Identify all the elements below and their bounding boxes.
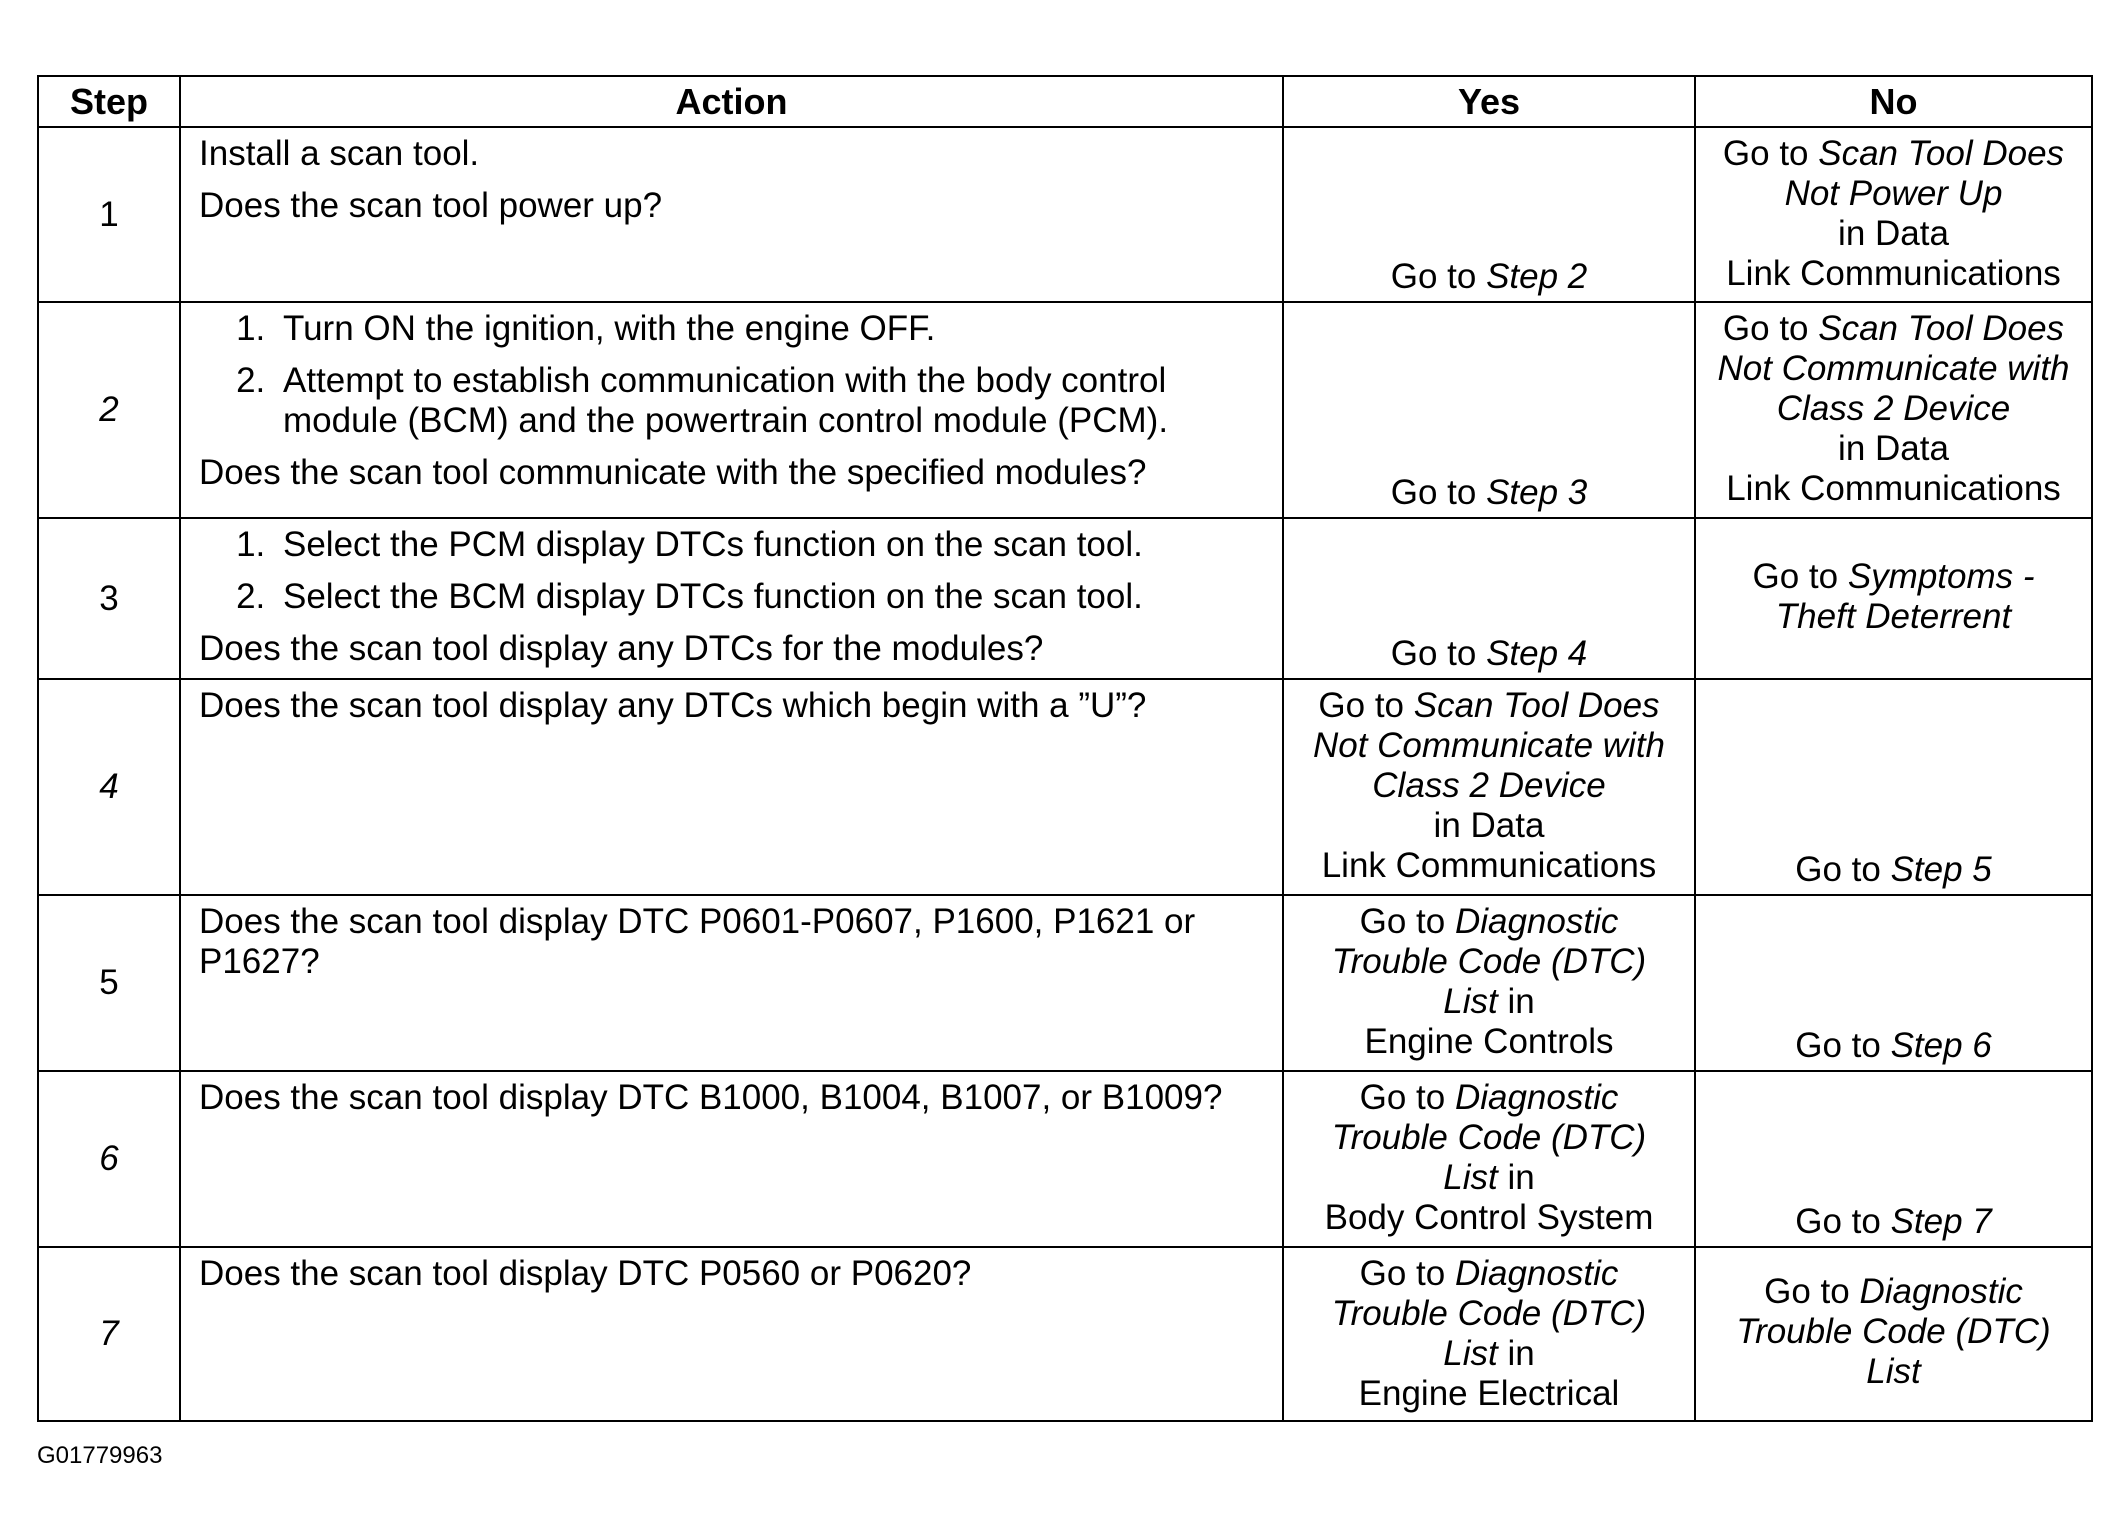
cell-line	[1696, 850, 2091, 890]
step-number: 4	[38, 679, 180, 895]
cell-line	[1696, 349, 2091, 389]
reference-link-text: Step 7	[1890, 1202, 1992, 1241]
action-question: Does the scan tool display any DTCs for the modules?	[199, 629, 1044, 668]
no-cell	[1695, 302, 2092, 518]
cell-text: Go to	[1795, 1202, 1891, 1241]
action-cell	[180, 1247, 1283, 1421]
diagnostic-table	[37, 75, 2093, 1422]
header-step: Step	[38, 76, 180, 127]
cell-text: Engine Controls	[1364, 1022, 1614, 1061]
action-step-item: 1. Turn ON the ignition, with the engine OFF.	[275, 309, 1268, 349]
cell-text: Go to	[1722, 134, 1819, 173]
header-no: No	[1695, 76, 2092, 127]
no-cell	[1695, 895, 2092, 1071]
cell-line	[1284, 257, 1694, 297]
no-cell	[1695, 1071, 2092, 1247]
reference-link-text: List	[1443, 982, 1498, 1021]
table-row	[38, 127, 2092, 302]
cell-line	[1696, 1352, 2091, 1392]
cell-line	[1696, 557, 2091, 597]
cell-line	[1284, 1078, 1694, 1118]
reference-link-text: Not Power Up	[1784, 174, 2003, 213]
cell-line	[1696, 1026, 2091, 1066]
cell-text: Go to	[1359, 902, 1455, 941]
action-question: Does the scan tool display DTC P0560 or P0620?	[199, 1254, 972, 1293]
action-cell	[180, 679, 1283, 895]
action-step-item: 2. Attempt to establish communication with the body control module (BCM) and the powertrain control module (PCM).	[275, 361, 1268, 441]
action-text: Install a scan tool.	[199, 134, 480, 173]
cell-line	[1284, 686, 1694, 726]
cell-text: Go to	[1764, 1272, 1860, 1311]
cell-line	[1696, 429, 2091, 469]
reference-link-text: Not Communicate with	[1717, 349, 2070, 388]
cell-text: in Data	[1433, 806, 1545, 845]
cell-line	[1284, 1198, 1694, 1238]
yes-cell	[1283, 302, 1695, 518]
action-steps-list	[199, 525, 1268, 617]
reference-link-text: Scan Tool Does	[1818, 134, 2065, 173]
cell-line	[1696, 214, 2091, 254]
reference-link-text: List	[1866, 1352, 1921, 1391]
cell-text: Go to	[1390, 257, 1487, 296]
action-cell	[180, 127, 1283, 302]
yes-cell	[1283, 127, 1695, 302]
cell-text: Go to	[1359, 1078, 1455, 1117]
cell-line	[1284, 846, 1694, 886]
yes-cell	[1283, 895, 1695, 1071]
reference-link-text: Not Communicate with	[1312, 726, 1666, 765]
cell-text: Go to	[1795, 850, 1891, 889]
cell-text: Link Communications	[1726, 469, 2061, 508]
action-question: Does the scan tool display DTC B1000, B1004, B1007, or B1009?	[199, 1078, 1223, 1117]
cell-line	[1284, 726, 1694, 766]
reference-link-text: Diagnostic	[1454, 902, 1619, 941]
cell-line	[1696, 134, 2091, 174]
cell-text: in	[1497, 1334, 1535, 1373]
cell-text: Link Communications	[1321, 846, 1657, 885]
cell-text: in	[1497, 1158, 1535, 1197]
cell-text: in Data	[1838, 214, 1949, 253]
action-question: Does the scan tool display DTC P0601-P0607, P1600, P1621 or P1627?	[199, 902, 1196, 981]
no-cell	[1695, 518, 2092, 679]
cell-line	[1284, 1334, 1694, 1374]
reference-link-text: List	[1443, 1334, 1498, 1373]
no-cell	[1695, 127, 2092, 302]
cell-line	[1696, 254, 2091, 294]
cell-line	[1284, 942, 1694, 982]
step-number: 6	[38, 1071, 180, 1247]
action-cell	[180, 1071, 1283, 1247]
cell-text: Engine Electrical	[1358, 1374, 1620, 1413]
reference-link-text: Scan Tool Does	[1818, 309, 2065, 348]
table-row	[38, 895, 2092, 1071]
action-cell	[180, 302, 1283, 518]
action-step-item: 1. Select the PCM display DTCs function on the scan tool.	[275, 525, 1268, 565]
reference-link-text: Scan Tool Does	[1413, 686, 1660, 725]
cell-line	[1696, 1202, 2091, 1242]
cell-line	[1284, 473, 1694, 513]
table-row	[38, 518, 2092, 679]
reference-link-text: Step 5	[1890, 850, 1992, 889]
cell-text: in	[1497, 982, 1535, 1021]
cell-line	[1284, 1118, 1694, 1158]
reference-link-text: Trouble Code (DTC)	[1331, 1294, 1647, 1333]
action-steps-list	[199, 309, 1268, 441]
reference-link-text: List	[1443, 1158, 1498, 1197]
step-number: 3	[38, 518, 180, 679]
cell-line	[1284, 1374, 1694, 1414]
cell-line	[1284, 806, 1694, 846]
cell-line	[1696, 1272, 2091, 1312]
yes-cell	[1283, 518, 1695, 679]
cell-line	[1284, 1254, 1694, 1294]
header-yes: Yes	[1283, 76, 1695, 127]
cell-text: Go to	[1359, 1254, 1455, 1293]
reference-link-text: Diagnostic	[1454, 1254, 1619, 1293]
yes-cell	[1283, 1247, 1695, 1421]
cell-line	[1284, 902, 1694, 942]
cell-text: Go to	[1390, 473, 1487, 512]
reference-link-text: Step 6	[1890, 1026, 1992, 1065]
step-number: 5	[38, 895, 180, 1071]
table-row	[38, 302, 2092, 518]
action-question: Does the scan tool power up?	[199, 186, 663, 225]
reference-link-text: Trouble Code (DTC)	[1736, 1312, 2051, 1351]
cell-text: Go to	[1795, 1026, 1891, 1065]
cell-text: Go to	[1318, 686, 1414, 725]
cell-line	[1284, 1294, 1694, 1334]
action-cell	[180, 895, 1283, 1071]
step-number: 7	[38, 1247, 180, 1421]
reference-link-text: Class 2 Device	[1776, 389, 2011, 428]
cell-text: Go to	[1722, 309, 1819, 348]
yes-cell	[1283, 1071, 1695, 1247]
yes-cell	[1283, 679, 1695, 895]
figure-id: G01779963	[37, 1442, 163, 1469]
reference-link-text: Symptoms -	[1847, 556, 2035, 596]
action-question: Does the scan tool communicate with the specified modules?	[199, 453, 1147, 492]
action-cell	[180, 518, 1283, 679]
step-number: 2	[38, 302, 180, 518]
cell-line	[1284, 766, 1694, 806]
cell-line	[1696, 597, 2091, 637]
cell-text: in Data	[1838, 429, 1949, 468]
action-step-item: 2. Select the BCM display DTCs function on the scan tool.	[275, 577, 1268, 617]
reference-link-text: Step 4	[1486, 634, 1588, 673]
no-cell	[1695, 679, 2092, 895]
reference-link-text: Diagnostic	[1454, 1078, 1619, 1117]
reference-link-text: Step 3	[1486, 473, 1588, 512]
cell-line	[1696, 469, 2091, 509]
header-row	[38, 76, 2092, 127]
cell-text: Go to	[1390, 634, 1487, 673]
cell-line	[1284, 982, 1694, 1022]
cell-text: Go to	[1752, 556, 1848, 596]
reference-link-text: Step 2	[1486, 257, 1588, 296]
action-question: Does the scan tool display any DTCs which begin with a ”U”?	[199, 686, 1147, 725]
table-row	[38, 679, 2092, 895]
table-row	[38, 1247, 2092, 1421]
step-number: 1	[38, 127, 180, 302]
reference-link-text: Theft Deterrent	[1775, 596, 2012, 636]
cell-line	[1696, 1312, 2091, 1352]
reference-link-text: Trouble Code (DTC)	[1331, 1118, 1647, 1157]
cell-line	[1696, 174, 2091, 214]
reference-link-text: Trouble Code (DTC)	[1331, 942, 1647, 981]
table-row	[38, 1071, 2092, 1247]
reference-link-text: Class 2 Device	[1372, 766, 1606, 805]
cell-text: Body Control System	[1324, 1198, 1654, 1237]
no-cell	[1695, 1247, 2092, 1421]
cell-line	[1696, 389, 2091, 429]
cell-line	[1284, 1158, 1694, 1198]
cell-line	[1284, 634, 1694, 674]
cell-line	[1284, 1022, 1694, 1062]
cell-line	[1696, 309, 2091, 349]
reference-link-text: Diagnostic	[1859, 1272, 2023, 1311]
cell-text: Link Communications	[1726, 254, 2061, 293]
header-action: Action	[180, 76, 1283, 127]
